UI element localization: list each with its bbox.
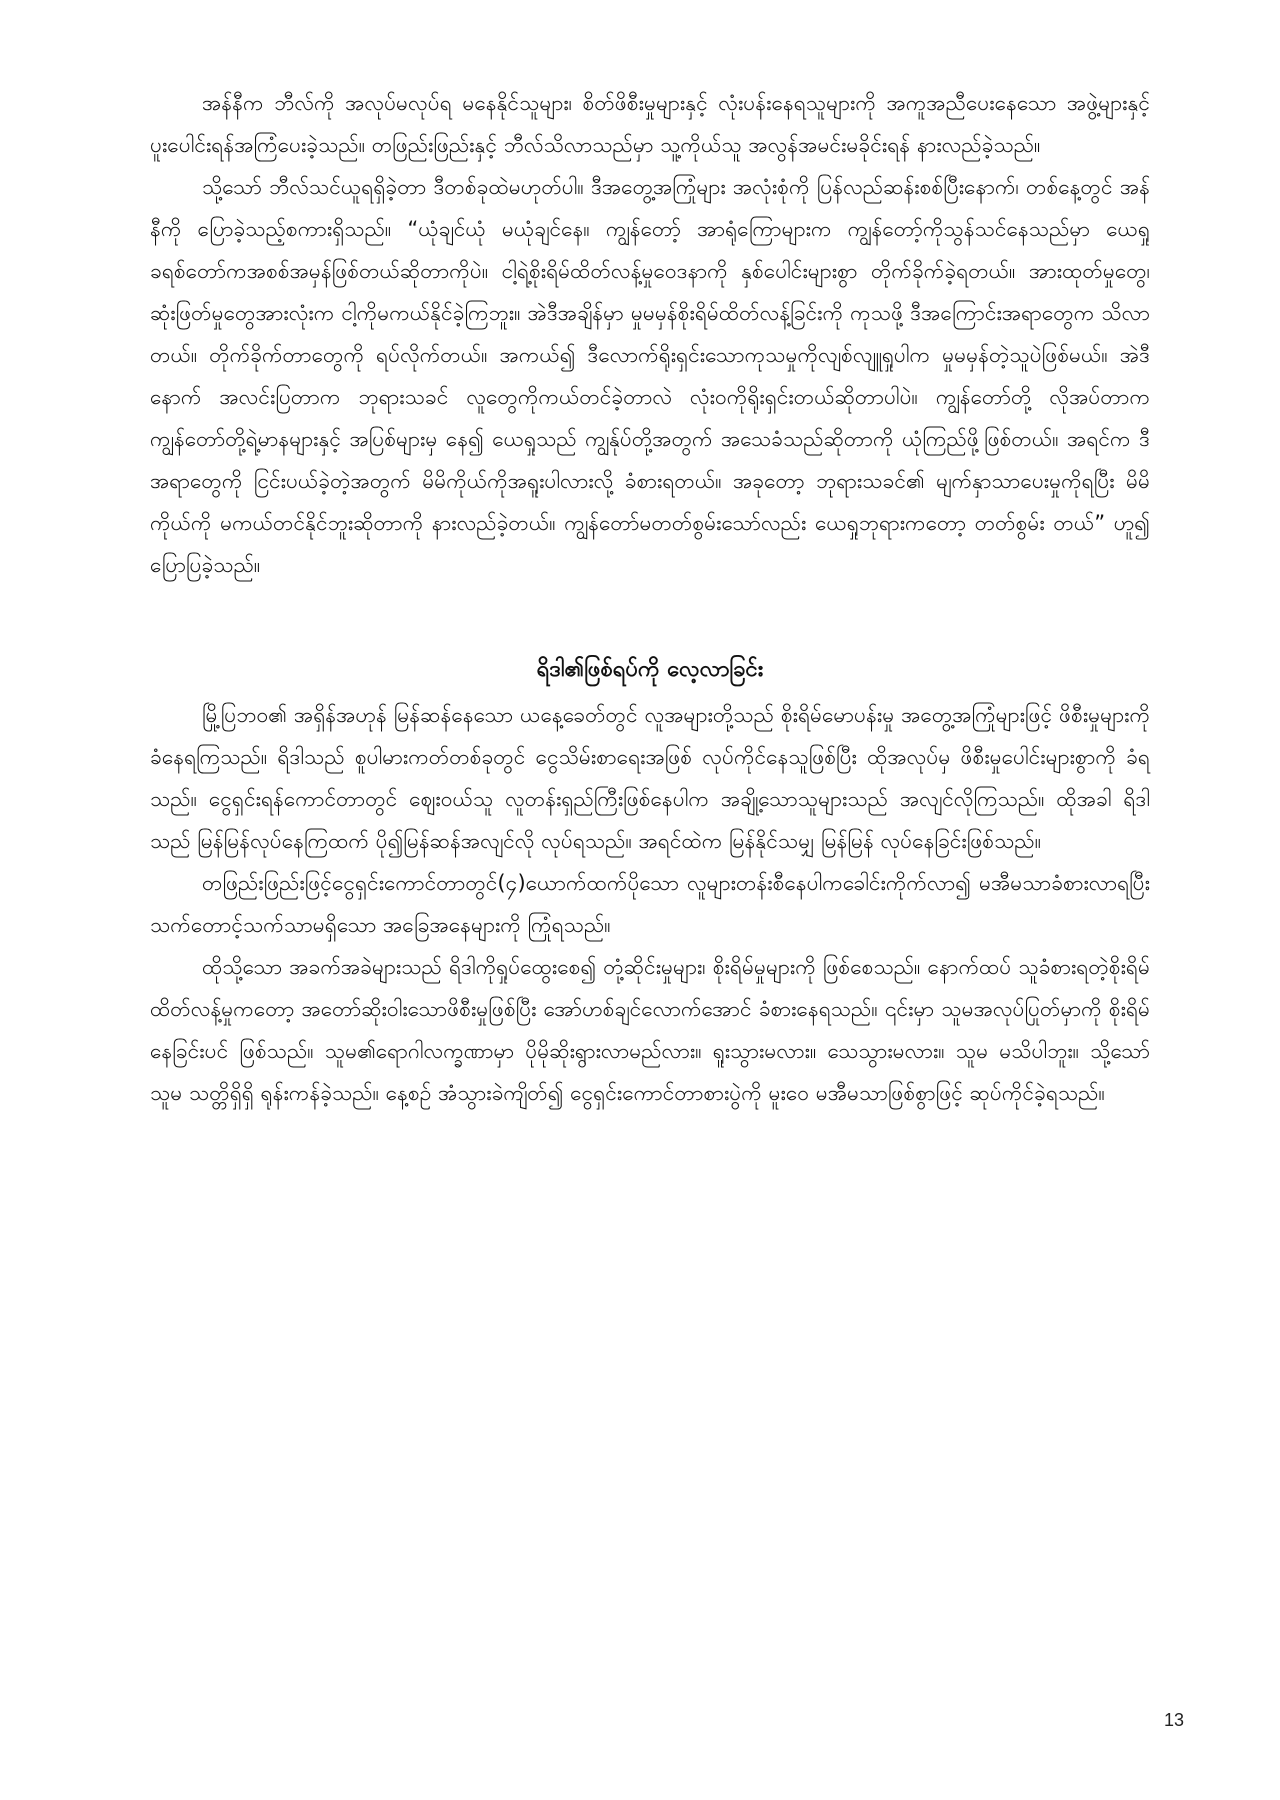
body-paragraph: သို့သော် ဘီလ်သင်ယူရရှိခဲ့တာ ဒီတစ်ခုထဲမဟုတ်ပါ။ ဒီအတွေ့အကြုံများ အလုံးစုံကို ပြန်လည်ဆန်းစစ်ပြီးနောက်၊ တစ်နေ့တွင် အန်နီကို ပြောခဲ့သည့်စကားရှိသည်။ “ယုံချင်ယုံ မယုံချင်နေ။ ကျွန်တော့် အာရုံကြောများက ကျွန်တော့်ကိုသွန်သင်နေသည်မှာ ယေရှုခရစ်တော်ကအစစ်အမှန်ဖြစ်တယ်ဆိုတာကိုပဲ။ ငါ့ရဲ့စိုးရိမ်ထိတ်လန့်မှုဝေဒနာကို နှစ်ပေါင်းများစွာ တိုက်ခိုက်ခဲ့ရတယ်။ အားထုတ်မှုတွေ၊ ဆုံးဖြတ်မှုတွေအားလုံးက ငါ့ကိုမကယ်နိုင်ခဲ့ကြဘူး။ အဲဒီအချိန်မှာ မှုမမှန်စိုးရိမ်ထိတ်လန့်ခြင်းကို ကုသဖို့ ဒီအကြောင်းအရာတွေက သိလာတယ်။ တိုက်ခိုက်တာတွေကို ရပ်လိုက်တယ်။ အကယ်၍ ဒီလောက်ရိုးရှင်းသောကုသမှုကိုလျစ်လျူရှုပါက မှုမမှန်တဲ့သူပဲဖြစ်မယ်။ အဲဒီနောက် အလင်းပြတာက ဘုရားသခင် လူတွေကိုကယ်တင်ခဲ့တာလဲ လုံး၀ကိုရိုးရှင်းတယ်ဆိုတာပါပဲ။ ကျွန်တော်တို့ လိုအပ်တာက ကျွန်တော်တို့ရဲ့မာနများနှင့် အပြစ်များမှ နေ၍ ယေရှုသည် ကျွန်ုပ်တို့အတွက် အသေခံသည်ဆိုတာကို ယုံကြည်ဖို့ဖြစ်တယ်။ အရင်က ဒီအရာတွေကို ငြင်းပယ်ခဲ့တဲ့အတွက် မိမိကိုယ်ကိုအရူးပါလားလို့ ခံစားရတယ်။ အခုတော့ ဘုရားသခင်၏ မျက်နှာသာပေးမှုကိုရပြီး မိမိကိုယ်ကို မကယ်တင်နိုင်ဘူးဆိုတာကို နားလည်ခဲ့တယ်။ ကျွန်တော်မတတ်စွမ်းသော်လည်း ယေရှုဘုရားကတော့ တတ်စွမ်း တယ်” ဟူ၍ ပြောပြခဲ့သည်။	[150, 175, 1150, 577]
body-paragraph: အန်နီက ဘီလ်ကို အလုပ်မလုပ်ရ မနေနိုင်သူများ၊ စိတ်ဖိစီးမှုများနှင့် လုံးပန်းနေရသူများကို အကူအညီပေးနေသော အဖွဲ့များနှင့် ပူးပေါင်းရန်အကြံပေးခဲ့သည်။ တဖြည်းဖြည်းနှင့် ဘီလ်သိလာသည်မှာ သူ့ကိုယ်သူ အလွန်အမင်းမခိုင်းရန် နားလည်ခဲ့သည်။	[150, 91, 1150, 157]
body-paragraph: ထိုသို့သော အခက်အခဲများသည် ရိဒါကိုရှုပ်ထွေးစေ၍ တုံ့ဆိုင်းမှုများ၊ စိုးရိမ်မှုများကို ဖြစ်စေသည်။ နောက်ထပ် သူခံစားရတဲ့စိုးရိမ်ထိတ်လန့်မှုကတော့ အတော်ဆိုး၀ါးသောဖိစီးမှုဖြစ်ပြီး အော်ဟစ်ချင်လောက်အောင် ခံစားနေရသည်။ ၎င်းမှာ သူမအလုပ်ပြုတ်မှာကို စိုးရိမ်နေခြင်းပင် ဖြစ်သည်။ သူမ၏ရောဂါလက္ခဏာမှာ ပိုမိုဆိုးရွားလာမည်လား။ ရူးသွားမလား။ သေသွားမလား။ သူမ မသိပါဘူး။ သို့သော် သူမ သတ္တိရှိရှိ ရုန်းကန်ခဲ့သည်။ နေ့စဉ် အံသွားခဲကျိတ်၍ ငွေရှင်းကောင်တာစားပွဲကို မူးဝေ မအီမသာဖြစ်စွာဖြင့် ဆုပ်ကိုင်ခဲ့ရသည်။	[150, 955, 1150, 1105]
section-spacer	[150, 586, 1150, 648]
section-heading: ရိဒါ၏ဖြစ်ရပ်ကို လေ့လာခြင်း	[536, 657, 764, 682]
page-body	[150, 82, 1150, 1114]
page-number: 13	[1163, 1710, 1184, 1730]
body-paragraph: တဖြည်းဖြည်းဖြင့်ငွေရှင်းကောင်တာတွင်(၄)ယောက်ထက်ပိုသော လူများတန်းစီနေပါကခေါင်းကိုက်လာ၍ မအီမသာခံစားလာရပြီး သက်တောင့်သက်သာမရှိသော အခြေအနေများကို ကြုံရသည်။	[150, 871, 1150, 937]
body-paragraph: မြို့ပြဘ၀၏ အရှိန်အဟုန် မြန်ဆန်နေသော ယနေ့ခေတ်တွင် လူအများတို့သည် စိုးရိမ်မောပန်းမှု အတွေ့အကြုံများဖြင့် ဖိစီးမှုများကို ခံနေရကြသည်။ ရိဒါသည် စူပါမားကတ်တစ်ခုတွင် ငွေသိမ်းစာရေးအဖြစ် လုပ်ကိုင်နေသူဖြစ်ပြီး ထိုအလုပ်မှ ဖိစီးမှုပေါင်းများစွာကို ခံရသည်။ ငွေရှင်းရန်ကောင်တာတွင် ဈေးဝယ်သူ လူတန်းရှည်ကြီးဖြစ်နေပါက အချို့သောသူများသည် အလျင်လိုကြသည်။ ထိုအခါ ရိဒါသည် မြန်မြန်လုပ်နေကြထက် ပို၍မြန်ဆန်အလျင်လို လုပ်ရသည်။ အရင်ထဲက မြန်နိုင်သမျှ မြန်မြန် လုပ်နေခြင်းဖြစ်သည်။	[150, 703, 1150, 853]
